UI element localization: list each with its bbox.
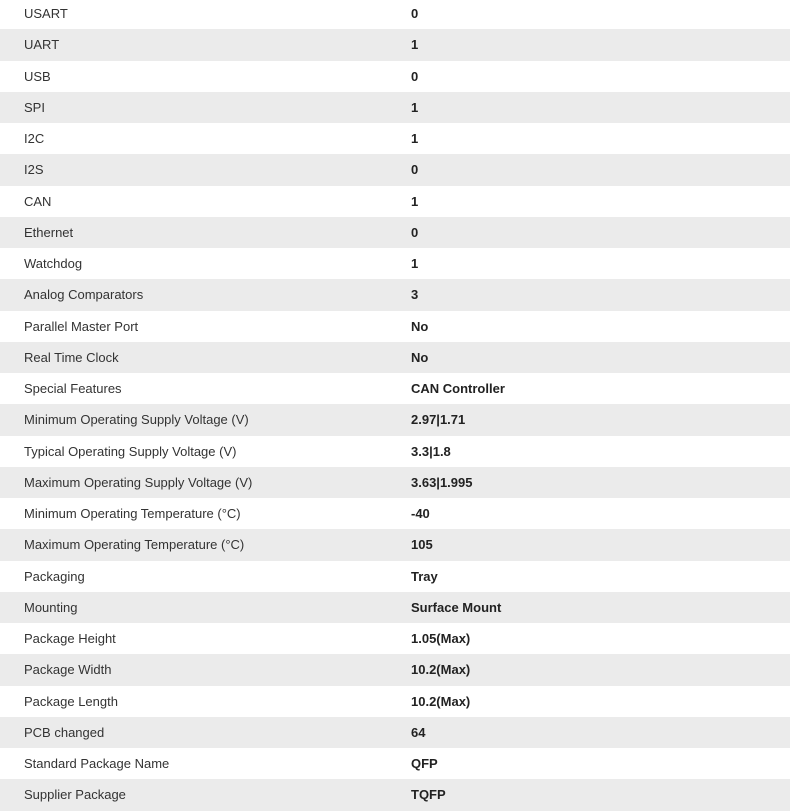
spec-value: CAN Controller [411, 381, 505, 397]
spec-label: Ethernet [24, 224, 74, 240]
spec-value: 64 [411, 724, 426, 740]
spec-label: Real Time Clock [24, 349, 119, 365]
spec-value: 10.2(Max) [411, 693, 471, 709]
spec-label: Watchdog [24, 256, 83, 272]
spec-row [0, 436, 790, 467]
spec-value: 0 [411, 162, 419, 178]
spec-row [0, 92, 790, 123]
spec-row [0, 686, 790, 717]
spec-label: Package Height [24, 631, 116, 647]
spec-value: 10.2(Max) [411, 662, 471, 678]
spec-label: UART [24, 37, 60, 53]
spec-value: -40 [411, 506, 430, 522]
spec-label: PCB changed [24, 724, 105, 740]
spec-value: 1.05(Max) [411, 631, 471, 647]
spec-label: Supplier Package [24, 787, 126, 803]
spec-value: Surface Mount [411, 599, 502, 615]
spec-row [0, 123, 790, 154]
spec-label: Minimum Operating Supply Voltage (V) [24, 412, 249, 428]
spec-value: 2.97|1.71 [411, 412, 466, 428]
spec-label: Minimum Operating Temperature (°C) [24, 506, 241, 522]
spec-value: TQFP [411, 787, 446, 803]
spec-row [0, 0, 790, 29]
spec-value: 3.3|1.8 [411, 443, 451, 459]
spec-label: Package Width [24, 662, 112, 678]
spec-label: USB [24, 68, 51, 84]
spec-row [0, 61, 790, 92]
spec-row [0, 529, 790, 560]
spec-row [0, 779, 790, 810]
spec-value: 1 [411, 256, 419, 272]
spec-value: 1 [411, 99, 419, 115]
spec-row [0, 248, 790, 279]
spec-value: 1 [411, 193, 419, 209]
spec-label: Mounting [24, 599, 78, 615]
spec-label: Maximum Operating Temperature (°C) [24, 537, 245, 553]
spec-row [0, 342, 790, 373]
spec-label: Analog Comparators [24, 287, 144, 303]
spec-row [0, 561, 790, 592]
spec-row [0, 748, 790, 779]
spec-row [0, 186, 790, 217]
spec-value: 3.63|1.995 [411, 474, 473, 490]
spec-row [0, 311, 790, 342]
spec-value: 105 [411, 537, 433, 553]
spec-value: 1 [411, 37, 419, 53]
spec-label: Typical Operating Supply Voltage (V) [24, 443, 237, 459]
spec-value: 3 [411, 287, 419, 303]
spec-label: Packaging [24, 568, 85, 584]
spec-row [0, 654, 790, 685]
spec-label: Standard Package Name [24, 756, 170, 772]
spec-row [0, 217, 790, 248]
spec-value: 0 [411, 68, 419, 84]
spec-row [0, 592, 790, 623]
spec-row [0, 154, 790, 185]
spec-row [0, 29, 790, 60]
spec-row [0, 467, 790, 498]
spec-label: Special Features [24, 381, 122, 397]
spec-row [0, 373, 790, 404]
spec-label: Maximum Operating Supply Voltage (V) [24, 474, 253, 490]
spec-row [0, 498, 790, 529]
spec-label: Package Length [24, 693, 118, 709]
spec-value: 0 [411, 224, 419, 240]
spec-value: Tray [411, 568, 438, 584]
spec-row [0, 623, 790, 654]
spec-label: Parallel Master Port [24, 318, 139, 334]
spec-label: CAN [24, 193, 52, 209]
spec-row [0, 404, 790, 435]
spec-value: No [411, 349, 429, 365]
spec-value: No [411, 318, 429, 334]
spec-value: QFP [411, 756, 438, 772]
spec-label: SPI [24, 99, 45, 115]
spec-value: 1 [411, 131, 419, 147]
spec-label: I2S [24, 162, 44, 178]
spec-row [0, 279, 790, 310]
spec-label: USART [24, 6, 68, 22]
spec-value: 0 [411, 6, 419, 22]
spec-label: I2C [24, 131, 45, 147]
spec-row [0, 717, 790, 748]
